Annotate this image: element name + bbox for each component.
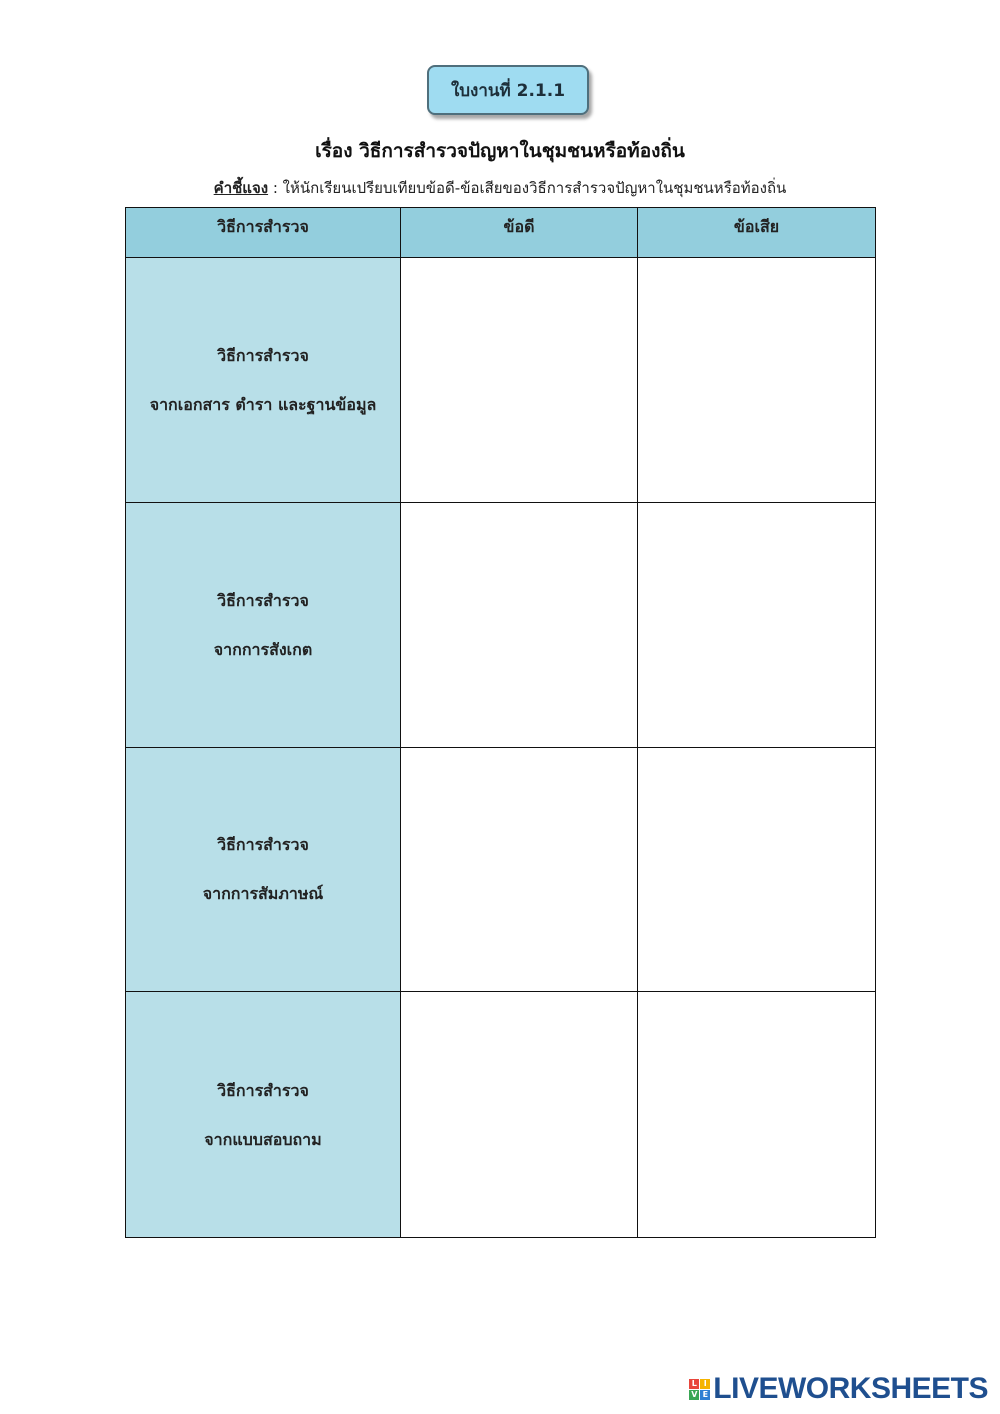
method-line-2: จากแบบสอบถาม bbox=[204, 1129, 322, 1149]
header-cons: ข้อเสีย bbox=[638, 208, 875, 258]
method-line-1: วิธีการสำรวจ bbox=[217, 1080, 309, 1100]
logo-tile: E bbox=[700, 1390, 710, 1400]
cons-answer-observation[interactable] bbox=[638, 503, 875, 748]
method-cell-interview bbox=[126, 748, 401, 993]
logo-tile: I bbox=[700, 1379, 710, 1389]
instruction-text: ให้นักเรียนเปรียบเทียบข้อดี-ข้อเสียของวิธีการสำรวจปัญหาในชุมชนหรือท้องถิ่น bbox=[282, 179, 787, 197]
header-pros: ข้อดี bbox=[401, 208, 638, 258]
pros-answer-observation[interactable] bbox=[401, 503, 638, 748]
method-line-1: วิธีการสำรวจ bbox=[217, 835, 309, 855]
liveworksheets-logo-icon bbox=[689, 1379, 710, 1400]
instruction-label: คำชี้แจง bbox=[213, 179, 269, 197]
logo-tile: L bbox=[689, 1379, 699, 1389]
worksheet-number-badge: ใบงานที่ 2.1.1 bbox=[427, 65, 589, 115]
comparison-table bbox=[125, 207, 876, 1238]
header-method: วิธีการสำรวจ bbox=[126, 208, 401, 258]
method-line-2: จากการสัมภาษณ์ bbox=[202, 884, 324, 904]
method-line-1: วิธีการสำรวจ bbox=[217, 590, 309, 610]
instruction-line bbox=[0, 176, 1000, 200]
pros-answer-questionnaire[interactable] bbox=[401, 992, 638, 1237]
worksheet-title: เรื่อง วิธีการสำรวจปัญหาในชุมชนหรือท้องถิ่น bbox=[315, 140, 685, 162]
instruction-separator: : bbox=[268, 179, 283, 197]
method-line-1: วิธีการสำรวจ bbox=[217, 345, 309, 365]
cons-answer-questionnaire[interactable] bbox=[638, 992, 875, 1237]
liveworksheets-watermark bbox=[689, 1372, 988, 1406]
logo-tile: V bbox=[691, 1389, 698, 1399]
method-cell-documents bbox=[126, 258, 401, 503]
cons-answer-interview[interactable] bbox=[638, 748, 875, 993]
watermark-text: LIVEWORKSHEETS bbox=[713, 1372, 988, 1405]
pros-answer-interview[interactable] bbox=[401, 748, 638, 993]
cons-answer-documents[interactable] bbox=[638, 258, 875, 503]
method-cell-observation bbox=[126, 503, 401, 748]
pros-answer-documents[interactable] bbox=[401, 258, 638, 503]
method-line-2: จากการสังเกต bbox=[213, 639, 313, 659]
method-cell-questionnaire bbox=[126, 992, 401, 1237]
method-line-2: จากเอกสาร ตำรา และฐานข้อมูล bbox=[149, 394, 377, 414]
